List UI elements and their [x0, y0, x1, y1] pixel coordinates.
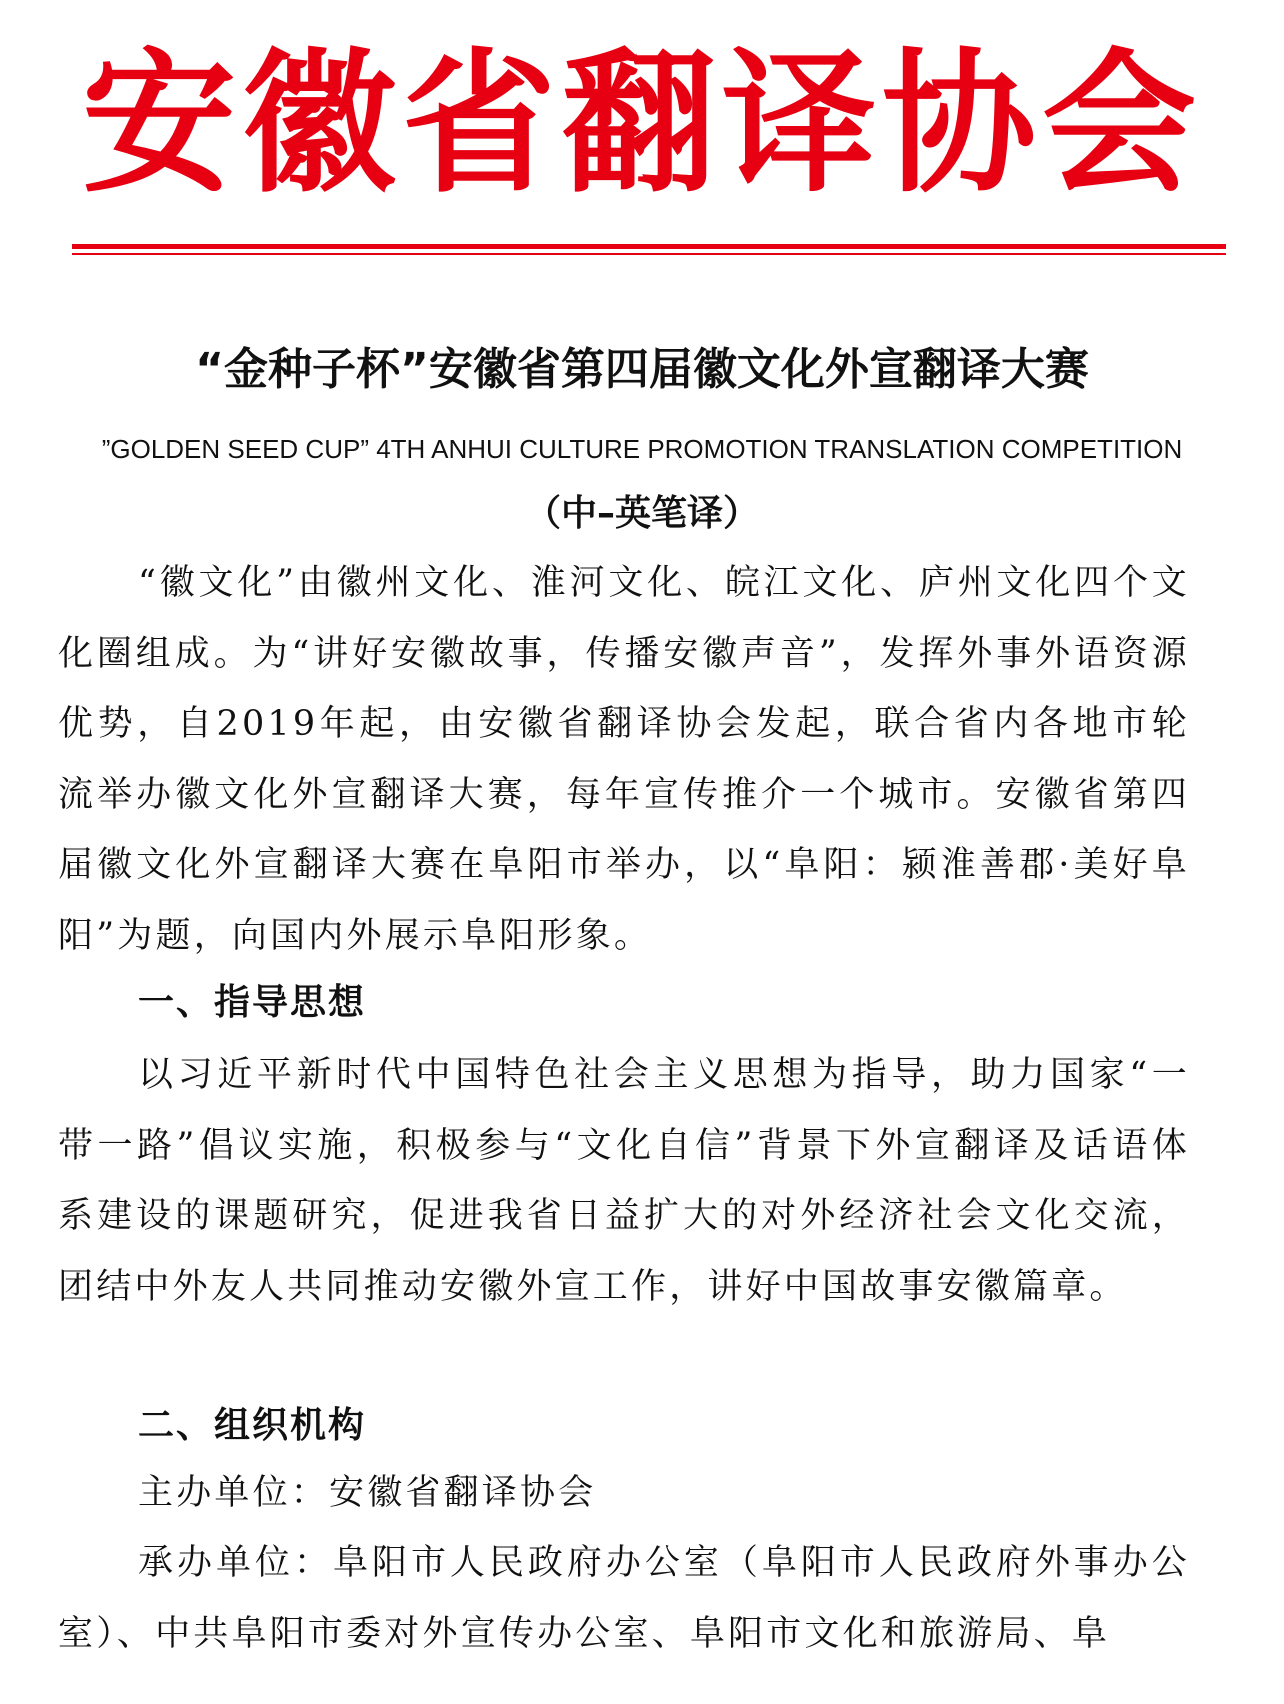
- section-heading-guiding-ideology: 一、指导思想: [138, 982, 367, 1023]
- document-title-english: ”GOLDEN SEED CUP” 4TH ANHUI CULTURE PROMOTION TRANSLATION COMPETITION: [101, 434, 1183, 464]
- letterhead-title: 安徽省翻译协会: [81, 35, 1202, 214]
- host-unit-line: 主办单位：安徽省翻译协会: [138, 1473, 597, 1513]
- guiding-ideology-paragraph: 以习近平新时代中国特色社会主义思想为指导，助力国家“一带一路”倡议实施，积极参与“文化自信”背景下外宣翻译及话语体系建设的课题研究，促进我省日益扩大的对外经济社会文化交流，团结中外友人共同推动安徽外宣工作，讲好中国故事安徽篇章。: [58, 1055, 1190, 1307]
- organizer-units-paragraph: 承办单位：阜阳市人民政府办公室（阜阳市人民政府外事办公室）、中共阜阳市委对外宣传办公室、阜阳市文化和旅游局、阜: [58, 1543, 1190, 1654]
- letterhead-rule-thin: [72, 253, 1226, 255]
- intro-paragraph: “徽文化”由徽州文化、淮河文化、皖江文化、庐州文化四个文化圈组成。为“讲好安徽故事，传播安徽声音”，发挥外事外语资源优势，自2019年起，由安徽省翻译协会发起，联合省内各地市轮流举办徽文化外宣翻译大赛，每年宣传推介一个城市。安徽省第四届徽文化外宣翻译大赛在阜阳市举办，以“阜阳：颍淮善郡·美好阜阳”为题，向国内外展示阜阳形象。: [58, 563, 1190, 956]
- section-heading-organization: 二、组织机构: [138, 1405, 367, 1446]
- document-title: “金种子杯”安徽省第四届徽文化外宣翻译大赛: [195, 344, 1089, 395]
- letterhead-rule-thick: [72, 244, 1226, 249]
- document-subtitle: （中–英笔译）: [524, 493, 759, 534]
